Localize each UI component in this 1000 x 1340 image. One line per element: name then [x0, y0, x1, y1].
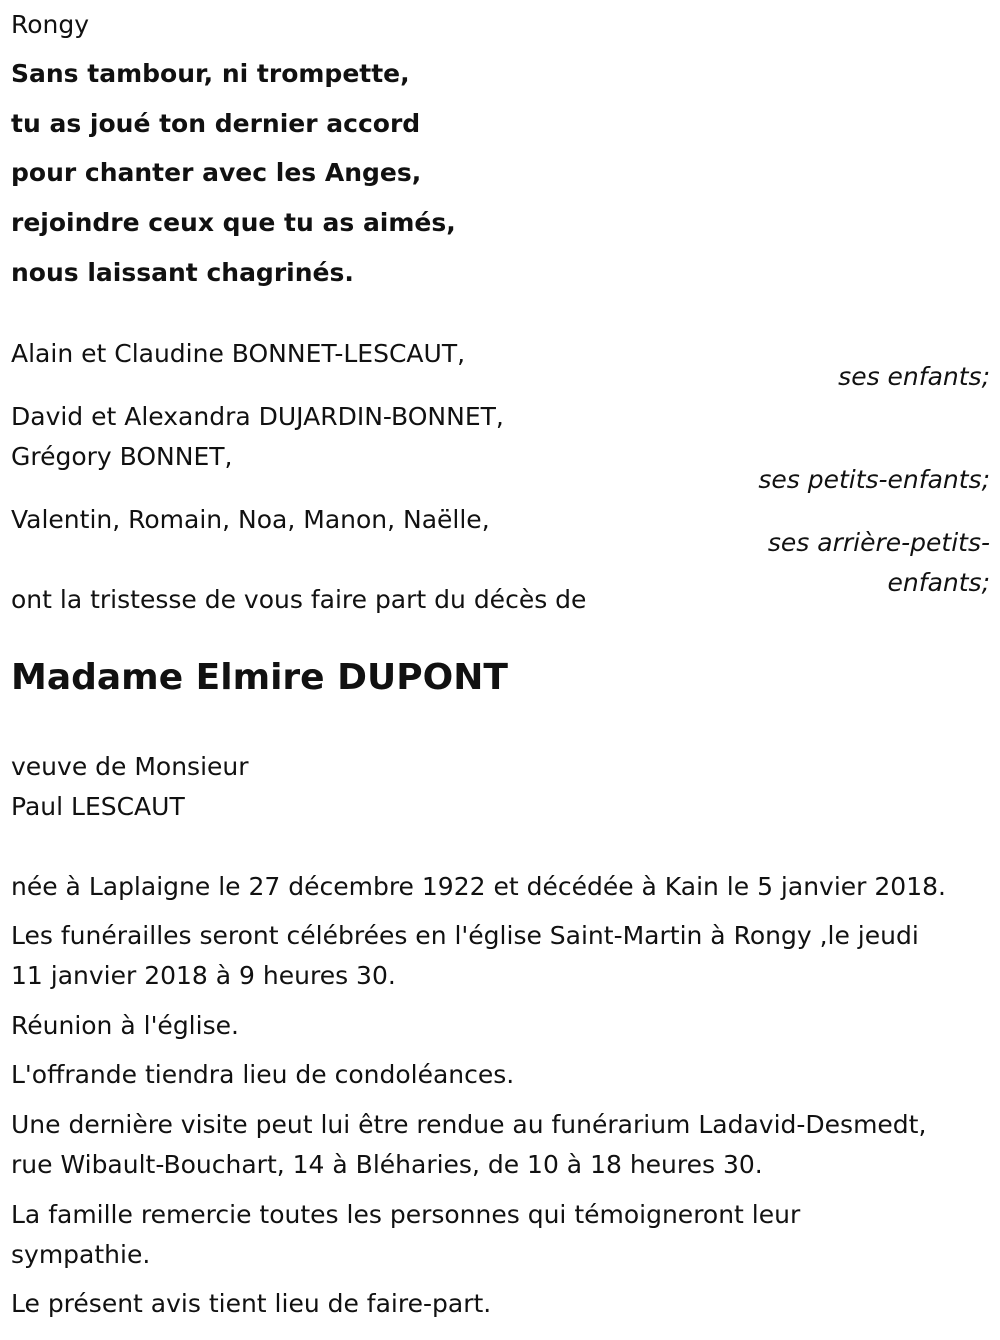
poem-line: tu as joué ton dernier accord: [11, 109, 421, 138]
grandchild-name: Grégory BONNET,: [11, 442, 233, 471]
great-grandchildren-names: Valentin, Romain, Noa, Manon, Naëlle,: [11, 505, 490, 534]
great-grandchildren-label: enfants;: [887, 568, 990, 597]
poem-line: nous laissant chagrinés.: [11, 258, 354, 287]
widow-of-line: veuve de Monsieur: [11, 752, 249, 781]
poem-line: pour chanter avec les Anges,: [11, 158, 422, 187]
grandchildren-label: ses petits-enfants;: [758, 465, 990, 494]
great-grandchildren-label: ses arrière-petits-: [767, 528, 990, 557]
deceased-name: Madame Elmire DUPONT: [11, 657, 508, 698]
poem-line: rejoindre ceux que tu as aimés,: [11, 208, 456, 237]
location-header: Rongy: [11, 10, 90, 39]
meeting-line: Réunion à l'église.: [11, 1011, 239, 1040]
children-names: Alain et Claudine BONNET-LESCAUT,: [11, 339, 466, 368]
visit-line: Une dernière visite peut lui être rendue au funérarium Ladavid-Desmedt,: [11, 1110, 927, 1139]
grandchild-name: David et Alexandra DUJARDIN-BONNET,: [11, 402, 504, 431]
funeral-line: Les funérailles seront célébrées en l'église Saint-Martin à Rongy ,le jeudi: [11, 921, 919, 950]
poem-line: Sans tambour, ni trompette,: [11, 59, 410, 88]
announcement-intro: ont la tristesse de vous faire part du décès de: [11, 585, 587, 614]
thanks-line: sympathie.: [11, 1240, 151, 1269]
widow-of-line: Paul LESCAUT: [11, 792, 185, 821]
children-label: ses enfants;: [838, 362, 990, 391]
thanks-line: La famille remercie toutes les personnes qui témoigneront leur: [11, 1200, 801, 1229]
funeral-line: 11 janvier 2018 à 9 heures 30.: [11, 961, 396, 990]
visit-line: rue Wibault-Bouchart, 14 à Bléharies, de 10 à 18 heures 30.: [11, 1150, 763, 1179]
birth-death-line: née à Laplaigne le 27 décembre 1922 et décédée à Kain le 5 janvier 2018.: [11, 872, 946, 901]
notice-line: Le présent avis tient lieu de faire-part.: [11, 1289, 492, 1318]
offering-line: L'offrande tiendra lieu de condoléances.: [11, 1060, 515, 1089]
